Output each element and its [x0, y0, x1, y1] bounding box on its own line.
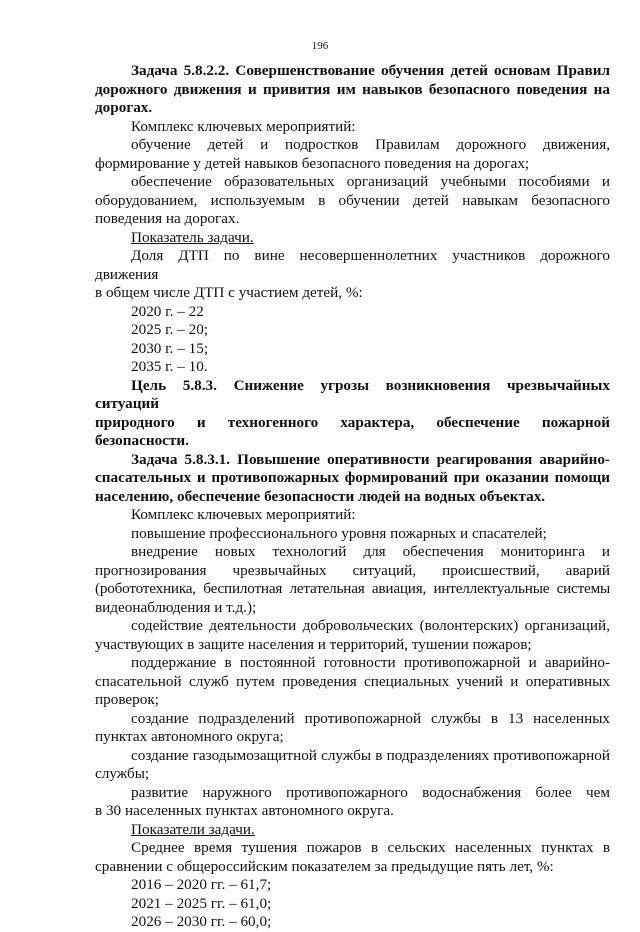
complex-label: Комплекс ключевых мероприятий:	[131, 117, 356, 135]
indicator-value: 2016 – 2020 гг. – 61,7;	[131, 876, 272, 893]
measure-line: пунктах автономного округа;	[95, 728, 284, 745]
indicator-text	[95, 839, 610, 876]
indicator-value: 2030 г. – 15;	[131, 339, 209, 357]
measure-line: формирование у детей навыков безопасного поведения на дорогах;	[95, 154, 530, 172]
measure-item	[95, 784, 610, 821]
measure-line: участвующих в защите населения и территорий, тушении пожаров;	[95, 635, 532, 653]
goal-5-8-3-heading	[95, 377, 610, 451]
indicator-line: в общем числе ДТП с участием детей, %:	[95, 284, 363, 301]
indicator-value: 2026 – 2030 гг. – 60,0;	[131, 913, 272, 930]
goal-heading-line: Цель 5.8.3. Снижение угрозы возникновения чрезвычайных ситуаций	[95, 376, 610, 412]
measure-line: развитие наружного противопожарного водоснабжения более чем	[131, 783, 610, 801]
indicator-values	[95, 303, 610, 377]
measure-item	[95, 136, 610, 173]
measure-line: внедрение новых технологий для обеспечения мониторинга и	[131, 543, 610, 560]
measure-line: (робототехника, беспилотная летательная авиация, интеллектуальные системы	[95, 580, 610, 597]
task-5-8-2-2-heading	[95, 62, 610, 118]
measure-line: содействие деятельности добровольческих (волонтерских) организаций,	[131, 617, 610, 634]
measure-line: службы;	[95, 765, 150, 782]
indicator-value: 2035 г. – 10.	[131, 358, 208, 375]
goal-heading-line: безопасности.	[95, 432, 189, 449]
task-heading-line: Задача 5.8.3.1. Повышение оперативности реагирования аварийно-	[131, 450, 610, 468]
indicator-line: Среднее время тушения пожаров в сельских населенных пунктах в	[131, 839, 610, 856]
task-5-8-3-1-heading	[95, 451, 610, 507]
task-heading-line: Задача 5.8.2.2. Совершенствование обучения детей основам Правил	[131, 62, 610, 79]
measure-line: в 30 населенных пунктах автономного округа.	[95, 802, 394, 819]
measure-line: создание газодымозащитной службы в подразделениях противопожарной	[131, 746, 610, 764]
measure-item	[95, 617, 610, 654]
measure-item	[95, 543, 610, 617]
measure-line: поведения на дорогах.	[95, 210, 240, 227]
goal-heading-line: природного и техногенного характера, обеспечение пожарной	[95, 413, 610, 431]
task-heading-line: дорогах.	[95, 99, 153, 116]
indicator-value: 2025 г. – 20;	[131, 321, 209, 338]
measure-line: прогнозирования чрезвычайных ситуаций, происшествий, аварий	[95, 561, 610, 579]
measure-line: поддержание в постоянной готовности противопожарной и аварийно-	[131, 654, 610, 671]
page-number: 196	[311, 40, 329, 52]
measure-line: обучение детей и подростков Правилам дорожного движения,	[131, 136, 610, 153]
measure-line: повышение профессионального уровня пожарных и спасателей;	[131, 524, 547, 542]
measure-item	[95, 710, 610, 747]
measure-line: обеспечение образовательных организаций учебными пособиями и	[131, 173, 610, 190]
measure-line: создание подразделений противопожарной службы в 13 населенных	[131, 709, 610, 727]
complex-label: Комплекс ключевых мероприятий:	[131, 506, 356, 523]
page-content	[95, 62, 610, 932]
measure-line: проверок;	[95, 691, 159, 708]
measure-line: видеонаблюдения и т.д.);	[95, 598, 257, 616]
indicator-value: 2020 г. – 22	[131, 302, 204, 320]
indicator-label: Показатель задачи.	[131, 228, 254, 246]
measure-item	[95, 747, 610, 784]
indicator-values	[95, 876, 610, 932]
task-heading-line: населению, обеспечение безопасности людей на водных объектах.	[95, 487, 546, 505]
indicator-line: сравнении с общероссийским показателем за предыдущие пять лет, %:	[95, 857, 554, 875]
task-heading-line: спасательных и противопожарных формирований при оказании помощи	[95, 469, 610, 486]
task-heading-line: дорожного движения и привития им навыков безопасного поведения на	[95, 80, 610, 98]
indicator-value: 2021 – 2025 гг. – 61,0;	[131, 894, 272, 912]
measure-line: оборудованием, используемым в обучении детей навыкам безопасного	[95, 191, 610, 209]
measure-item	[95, 654, 610, 710]
indicator-text	[95, 247, 610, 303]
indicator-line: Доля ДТП по вине несовершеннолетних участников дорожного движения	[95, 247, 610, 283]
measure-line: спасательной служб путем проведения специальных учений и оперативных	[95, 672, 610, 690]
indicators-label: Показатели задачи.	[131, 820, 255, 838]
measure-item	[95, 173, 610, 229]
